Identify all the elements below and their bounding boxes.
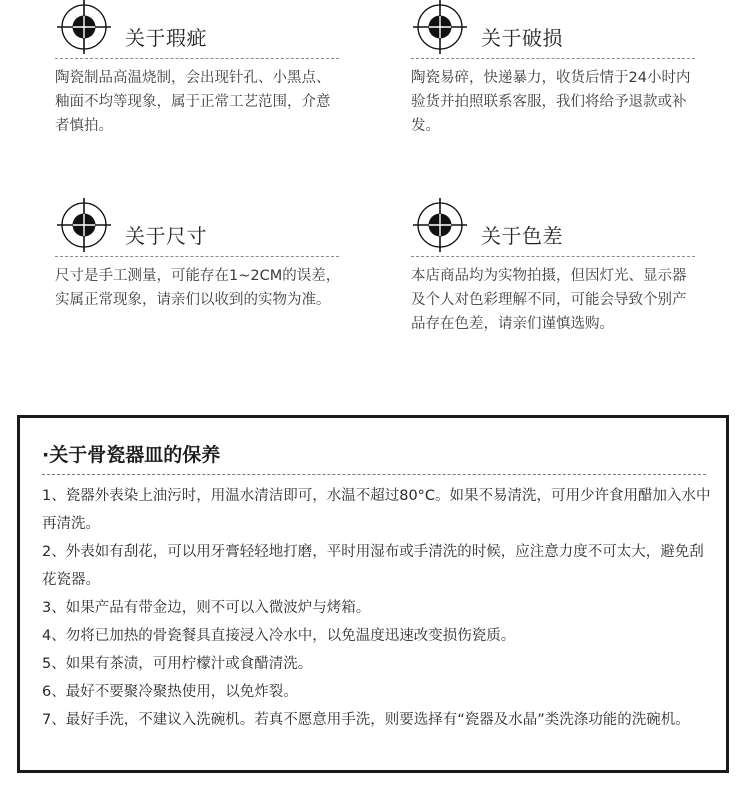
notice-body: 尺寸是手工测量，可能存在1~2CM的误差，实属正常现象，请亲们以收到的实物为准。 [55, 268, 341, 308]
care-item: 6、最好不要聚冷聚热使用，以免炸裂。 [42, 684, 298, 700]
care-item: 3、如果产品有带金边，则不可以入微波炉与烤箱。 [42, 600, 371, 616]
dashed-divider [42, 474, 706, 475]
care-item: 5、如果有茶渍，可用柠檬汁或食醋清洗。 [42, 656, 313, 672]
notice-body: 本店商品均为实物拍摄，但因灯光、显示器及个人对色彩理解不同，可能会导致个别产品存在色差，请亲们谨慎选购。 [411, 268, 687, 332]
notice-title: 关于破损 [481, 26, 563, 50]
care-list [42, 482, 714, 734]
notice-title: 关于瑕疵 [125, 26, 207, 50]
notice-title: 关于尺寸 [125, 224, 207, 248]
crosshair-target-icon [57, 198, 111, 252]
dashed-divider [411, 256, 695, 257]
crosshair-target-icon [57, 0, 111, 54]
crosshair-target-icon [413, 0, 467, 54]
dashed-divider [411, 58, 695, 59]
notice-title: 关于色差 [481, 224, 563, 248]
care-item: 7、最好手洗，不建议入洗碗机。若真不愿意用手洗，则要选择有“瓷器及水晶”类洗涤功能的洗碗机。 [42, 712, 690, 728]
dashed-divider [55, 256, 339, 257]
dashed-divider [55, 58, 339, 59]
care-heading: ·关于骨瓷器皿的保养 [42, 444, 221, 466]
bone-china-care-box [17, 415, 729, 773]
crosshair-target-icon [413, 198, 467, 252]
care-item: 2、外表如有刮花，可以用牙膏轻轻地打磨，平时用湿布或手清洗的时候，应注意力度不可太大，避免刮花瓷器。 [42, 544, 704, 588]
care-item: 4、勿将已加热的骨瓷餐具直接浸入冷水中，以免温度迅速改变损伤瓷质。 [42, 628, 516, 644]
notice-body: 陶瓷制品高温烧制，会出现针孔、小黑点、釉面不均等现象，属于正常工艺范围，介意者慎拍。 [55, 70, 331, 134]
notice-body: 陶瓷易碎，快递暴力，收货后情于24小时内验货并拍照联系客服，我们将给予退款或补发。 [411, 70, 691, 134]
care-item: 1、瓷器外表染上油污时，用温水清洁即可，水温不超过80°C。如果不易清洗，可用少许食用醋加入水中再清洗。 [42, 488, 711, 532]
